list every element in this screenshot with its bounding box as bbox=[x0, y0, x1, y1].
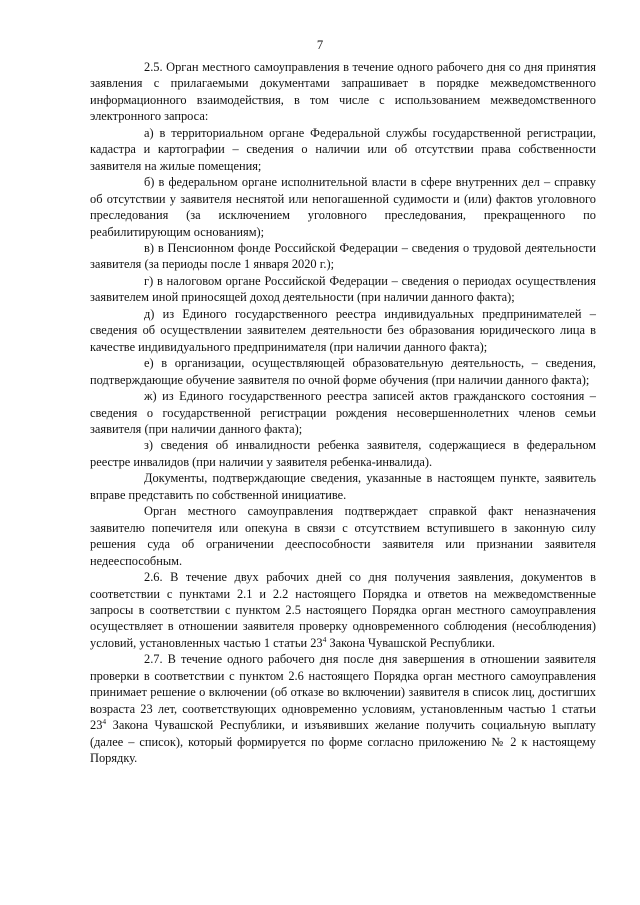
paragraph-2-5-v: в) в Пенсионном фонде Российской Федерации – сведения о трудовой деятельности заявителя (за периоды после 1 января 2020 г.); bbox=[90, 240, 596, 272]
paragraph-2-5-a: а) в территориальном органе Федеральной службы государственной регистрации, кадастра и картографии – сведения о наличии или об отсутствии права собственности заявителя на жилые помещения; bbox=[90, 125, 596, 173]
paragraph-2-5-z: з) сведения об инвалидности ребенка заявителя, содержащиеся в федеральном реестре инвалидов (при наличии у заявителя ребенка-инвалида). bbox=[90, 438, 596, 469]
paragraph-2-6-superscript: 4 bbox=[322, 634, 327, 644]
document-body bbox=[90, 59, 596, 766]
paragraph-2-5-g: г) в налоговом органе Российской Федерации – сведения о периодах осуществления заявителем иной приносящей доход деятельности (при наличии данного факта); bbox=[90, 273, 596, 305]
paragraph-2-6-text: 2.6. В течение двух рабочих дней со дня получения заявления, документов в соответствии с пунктами 2.1 и 2.2 настоящего Порядка и ответов на межведомственные запросы в соответствии с пунктом 2.5 настоящего Порядка орган местного самоуправления осуществляет в отношении заявителя проверку одновременного соблюдения (несоблюдения) условий, установленных частью 1 статьи 23 bbox=[90, 570, 596, 650]
paragraph-2-7-tail: Закона Чувашской Республики, и изъявивших желание получить социальную выплату (далее – список), который формируется по форме согласно приложению № 2 к настоящему Порядку. bbox=[90, 718, 596, 766]
paragraph-documents-note: Документы, подтверждающие сведения, указанные в настоящем пункте, заявитель вправе представить по собственной инициативе. bbox=[90, 471, 596, 502]
paragraph-2-7-superscript: 4 bbox=[102, 717, 107, 726]
page-number: 7 bbox=[316, 38, 324, 52]
paragraph-2-5-intro: 2.5. Орган местного самоуправления в течение одного рабочего дня со дня принятия заявления с прилагаемыми документами запрашивает в порядке межведомственного информационного взаимодействия, в том числе с использованием межведомственного электронного запроса: bbox=[90, 60, 596, 124]
paragraph-2-5-e: е) в организации, осуществляющей образовательную деятельность, – сведения, подтверждающие обучение заявителя по очной форме обучения (при наличии данного факта); bbox=[90, 356, 596, 387]
paragraph-2-6 bbox=[90, 569, 596, 651]
paragraph-2-7 bbox=[90, 651, 596, 766]
paragraph-2-5-d: д) из Единого государственного реестра индивидуальных предпринимателей – сведения об осуществлении заявителем деятельности без образования юридического лица в качестве индивидуального предпринимателя (при наличии данного факта); bbox=[90, 306, 596, 354]
paragraph-2-6-tail: Закона Чувашской Республики. bbox=[326, 635, 496, 650]
paragraph-2-5-zh: ж) из Единого государственного реестра записей актов гражданского состояния – сведения о государственной регистрации рождения несовершеннолетних членов семьи заявителя (при наличии данного факта); bbox=[90, 389, 596, 436]
paragraph-2-5-b: б) в федеральном органе исполнительной власти в сфере внутренних дел – справку об отсутствии у заявителя неснятой или непогашенной судимости и (или) фактов уголовного преследования (за исключением уголовного преследования, прекращенного по реабилитирующим основаниям); bbox=[90, 175, 596, 239]
paragraph-guardian-note: Орган местного самоуправления подтверждает справкой факт неназначения заявителю попечителя или опекуна в связи с отсутствием вступившего в законную силу решения суда об ограничении дееспособности заявителя или признании заявителя недееспособным. bbox=[90, 504, 596, 568]
paragraph-2-7-text: 2.7. В течение одного рабочего дня после дня завершения в отношении заявителя проверки в соответствии с пунктом 2.6 настоящего Порядка орган местного самоуправления принимает решение о включении (об отказе во включении) заявителя в список лиц, достигших возраста 23 лет, соответствующих одновременно условиям, установленным частью 1 статьи 23 bbox=[90, 652, 596, 733]
